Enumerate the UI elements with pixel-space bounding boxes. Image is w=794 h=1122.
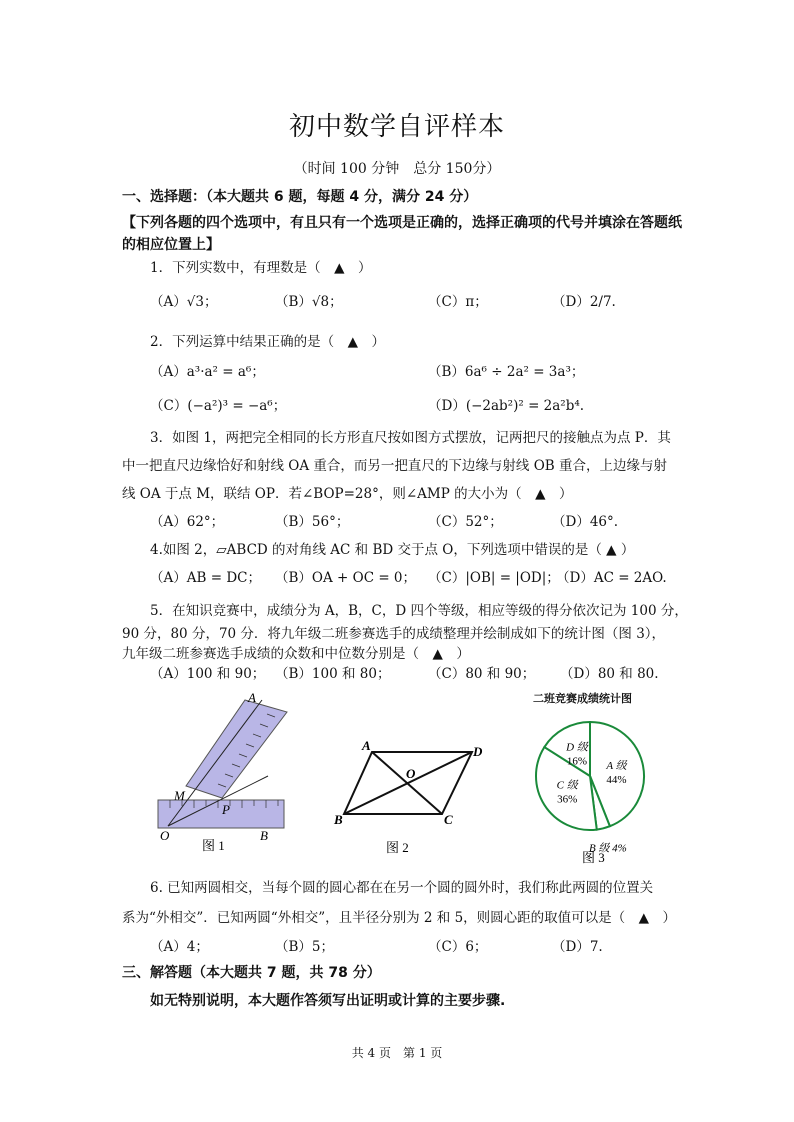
q5-option-c: （C）80 和 90；	[428, 666, 536, 682]
chart-title: 二班竞赛成绩统计图	[533, 692, 632, 705]
pie-value-3: 16%	[566, 755, 588, 768]
q4-option-c: （C）|OB| = |OD|；	[428, 570, 560, 586]
question-5-line-3: 九年级二班参赛选手成绩的众数和中位数分别是（ ▲ ）	[122, 646, 470, 662]
tilted-ruler	[186, 700, 287, 798]
figure-3-pie-chart	[530, 710, 670, 866]
question-5-line-2: 90 分，80 分，70 分．将九年级二班参赛选手的成绩整理并绘制成如下的统计图（图 3），	[122, 626, 666, 642]
label-a: A	[362, 738, 371, 753]
section3-note: 如无特别说明，本大题作答须写出证明或计算的主要步骤.	[150, 993, 506, 1009]
question-4-stem: 4.如图 2，▱ABCD 的对角线 AC 和 BD 交于点 O，下列选项中错误的是（ ▲ ）	[150, 542, 635, 558]
q5-option-b: （B）100 和 80；	[275, 666, 391, 682]
question-5-line-1: 5．在知识竞赛中，成绩分为 A，B，C，D 四个等级，相应等级的得分依次记为 100 分，	[150, 603, 688, 619]
figure-3-caption: 图 3	[582, 850, 605, 865]
q2-option-b: （B）6a⁶ ÷ 2a² = 3a³；	[428, 364, 585, 380]
label-b: B	[260, 828, 268, 843]
q1-option-a: （A）√3；	[150, 294, 218, 310]
section3-heading: 三、解答题（本大题共 7 题，共 78 分）	[122, 965, 381, 981]
label-c: C	[444, 812, 453, 827]
q3-option-b: （B）56°；	[275, 514, 350, 530]
label-b: B	[334, 812, 343, 827]
pie-label-2: C 级	[556, 779, 578, 792]
label-p: P	[222, 802, 230, 817]
q5-option-a: （A）100 和 90；	[150, 666, 266, 682]
q3-option-d: （D）46°.	[552, 514, 619, 530]
q4-option-a: （A）AB = DC；	[150, 570, 261, 586]
label-o: O	[160, 828, 170, 843]
question-3-line-1: 3．如图 1，两把完全相同的长方形直尺按如图方式摆放，记两把尺的接触点为点 P．其	[150, 430, 671, 446]
label-a: A	[248, 690, 256, 705]
question-6-line-1: 6. 已知两圆相交，当每个圆的圆心都在在另一个圆的圆外时，我们称此两圆的位置关	[150, 880, 654, 896]
label-m: M	[174, 788, 185, 803]
q6-option-c: （C）6；	[428, 939, 488, 955]
section1-instruction-2: 的相应位置上】	[122, 237, 220, 253]
pie-label-0: A 级	[606, 759, 627, 772]
q1-option-c: （C）π；	[428, 294, 488, 310]
page-title: 初中数学自评样本	[288, 112, 505, 142]
pie-label-1: B 级 4%	[588, 842, 627, 855]
q4-option-d: （D）AC = 2AO.	[556, 570, 667, 586]
section1-instruction-1: 【下列各题的四个选项中，有且只有一个选项是正确的，选择正确项的代号并填涂在答题纸	[122, 215, 682, 231]
pie-label-3: D 级	[566, 741, 588, 754]
figure-1-caption: 图 1	[202, 838, 225, 853]
q1-option-d: （D）2/7.	[552, 294, 616, 310]
section1-heading: 一、选择题：（本大题共 6 题，每题 4 分，满分 24 分）	[122, 189, 478, 205]
q4-option-b: （B）OA + OC = 0；	[275, 570, 417, 586]
question-3-line-2: 中一把直尺边缘恰好和射线 OA 重合，而另一把直尺的下边缘与射线 OB 重合，上边缘与射	[122, 458, 667, 474]
q6-option-b: （B）5；	[275, 939, 335, 955]
question-1-stem: 1．下列实数中，有理数是（ ▲ ）	[150, 260, 372, 276]
pie-value-0: 44%	[606, 773, 627, 786]
q3-option-c: （C）52°；	[428, 514, 503, 530]
q1-option-b: （B）√8；	[275, 294, 343, 310]
q2-option-a: （A）a³·a² = a⁶；	[150, 364, 265, 380]
figure-2-caption: 图 2	[386, 840, 409, 855]
exam-time-info: （时间 100 分钟 总分 150分）	[293, 161, 501, 177]
question-6-line-2: 系为“外相交”．已知两圆“外相交”，且半径分别为 2 和 5，则圆心距的取值可以是（ ▲ ）	[122, 910, 677, 926]
q2-option-d: （D）(−2ab²)² = 2a²b⁴.	[428, 398, 585, 414]
label-d: D	[473, 744, 483, 759]
q5-option-d: （D）80 和 80.	[560, 666, 659, 682]
q3-option-a: （A）62°；	[150, 514, 225, 530]
figure-2-parallelogram	[330, 736, 490, 860]
question-2-stem: 2．下列运算中结果正确的是（ ▲ ）	[150, 334, 385, 350]
question-3-line-3: 线 OA 于点 M，联结 OP．若∠BOP=28°，则∠AMP 的大小为（ ▲ ）	[122, 486, 573, 502]
pie-value-2: 36%	[557, 793, 578, 806]
diagonal-bd	[344, 752, 472, 814]
q2-option-c: （C）(−a²)³ = −a⁶；	[150, 398, 287, 414]
figure-1-rulers	[150, 688, 300, 860]
label-o: O	[406, 766, 416, 781]
page-footer: 共 4 页 第 1 页	[351, 1046, 443, 1060]
q6-option-d: （D）7.	[552, 939, 603, 955]
q6-option-a: （A）4；	[150, 939, 209, 955]
